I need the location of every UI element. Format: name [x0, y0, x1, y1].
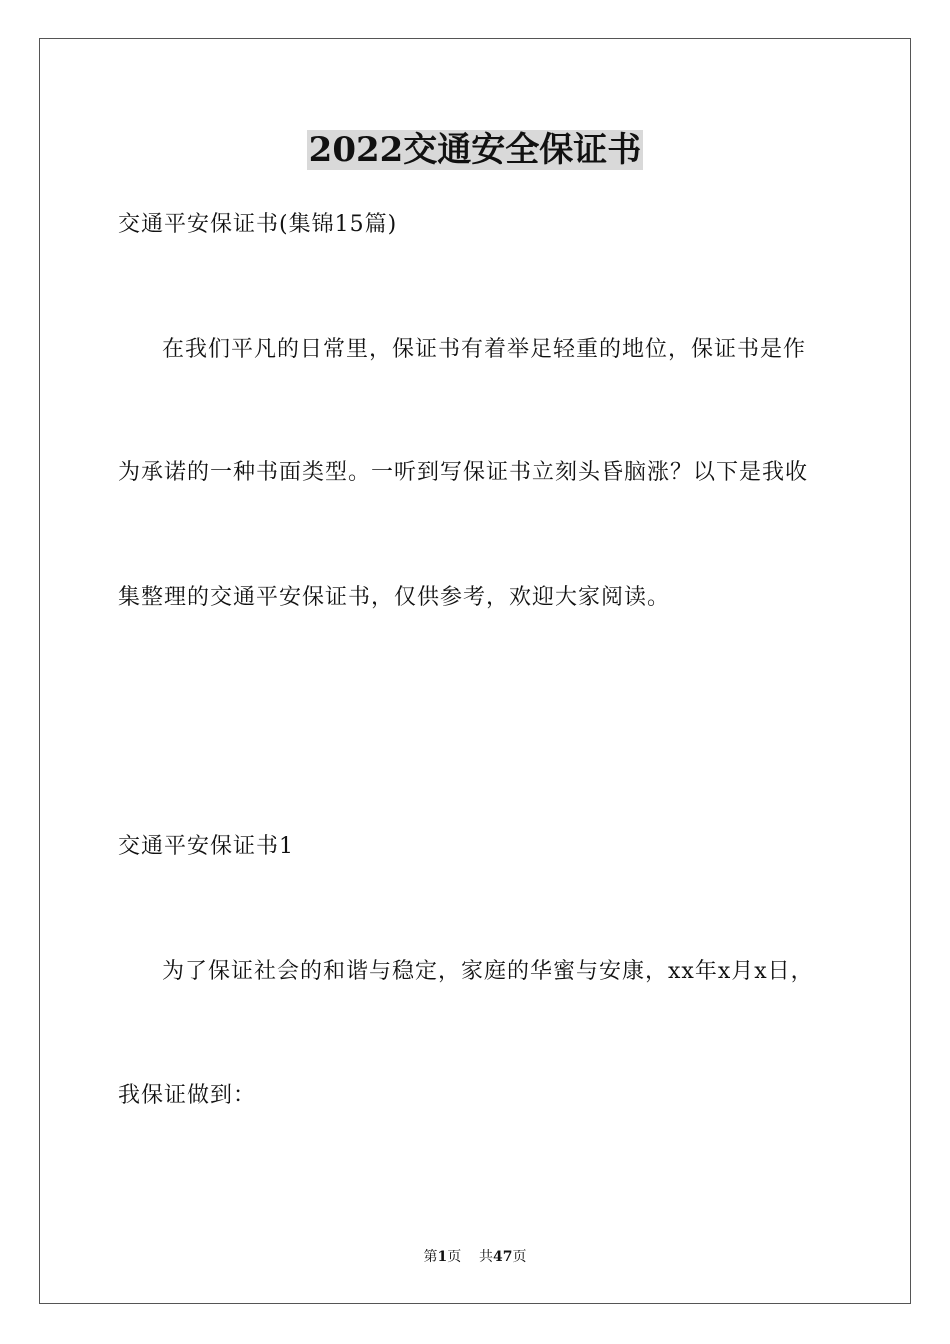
document-title-text: 2022交通安全保证书: [308, 130, 642, 170]
page-footer: [0, 1247, 950, 1267]
intro-line-3: 集整理的交通平安保证书，仅供参考，欢迎大家阅读。: [118, 585, 671, 610]
footer-page-suffix: 页: [447, 1249, 462, 1265]
footer-total-suffix: 页: [512, 1249, 527, 1265]
section-line-1: 为了保证社会的和谐与稳定，家庭的华蜜与安康，xx年x月x日，: [162, 959, 814, 984]
footer-page-number: 1: [437, 1249, 448, 1265]
footer-page-prefix: 第: [423, 1249, 438, 1265]
intro-line-2: 为承诺的一种书面类型。一听到写保证书立刻头昏脑涨？以下是我收: [118, 460, 809, 485]
section-heading: 交通平安保证书1: [118, 834, 294, 859]
footer-total-pages: 47: [493, 1249, 513, 1265]
document-subtitle: 交通平安保证书(集锦15篇): [118, 212, 398, 237]
intro-line-1: 在我们平凡的日常里，保证书有着举足轻重的地位，保证书是作: [162, 337, 807, 362]
section-line-2: 我保证做到：: [118, 1083, 257, 1108]
footer-total-prefix: 共: [479, 1249, 494, 1265]
document-title: [0, 127, 950, 173]
